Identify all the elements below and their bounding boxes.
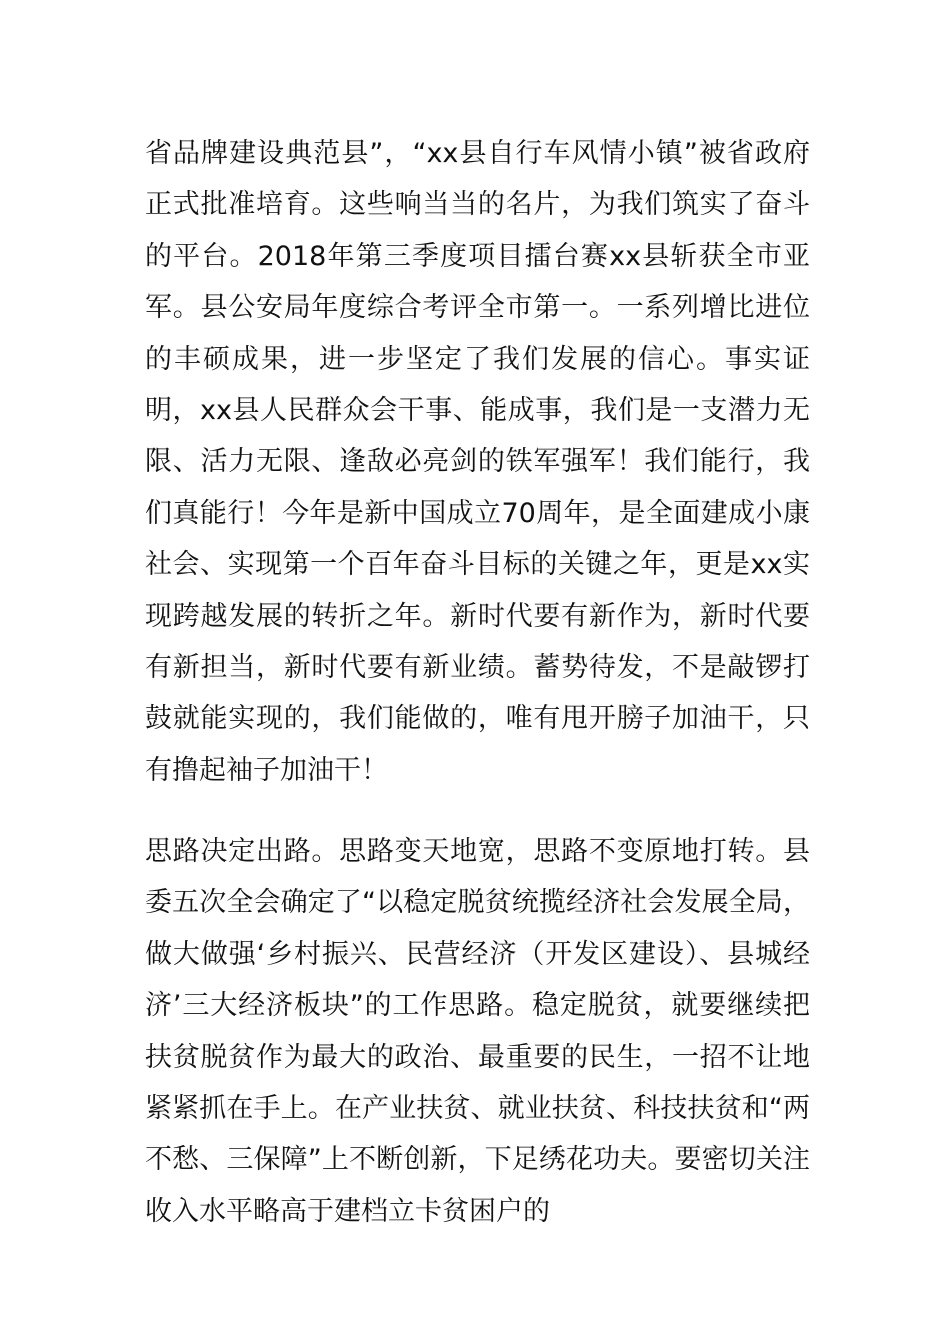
body-paragraph-1: 省品牌建设典范县”，“xx县自行车风情小镇”被省政府正式批准培育。这些响当当的名片，为我们筑实了奋斗的平台。2018年第三季度项目擂台赛xx县斩获全市亚军。县公安局年度综合考评全市第一。一系列增比进位的丰硕成果，进一步坚定了我们发展的信心。事实证明，xx县人民群众会干事、能成事，我们是一支潜力无限、活力无限、逢敌必亮剑的铁军强军！我们能行，我们真能行！今年是新中国成立70周年，是全面建成小康社会、实现第一个百年奋斗目标的关键之年，更是xx实现跨越发展的转折之年。新时代要有新作为，新时代要有新担当，新时代要有新业绩。蓄势待发，不是敲锣打鼓就能实现的，我们能做的，唯有甩开膀子加油干，只有撸起袖子加油干！ (145, 138, 810, 786)
body-paragraph-2: 思路决定出路。思路变天地宽，思路不变原地打转。县委五次全会确定了“以稳定脱贫统揽经济社会发展全局，做大做强‘乡村振兴、民营经济（开发区建设）、县城经济’三大经济板块”的工作思路。稳定脱贫，就要继续把扶贫脱贫作为最大的政治、最重要的民生，一招不让地紧紧抓在手上。在产业扶贫、就业扶贫、科技扶贫和“两不愁、三保障”上不断创新，下足绣花功夫。要密切关注收入水平略高于建档立卡贫困户的 (145, 836, 810, 1227)
